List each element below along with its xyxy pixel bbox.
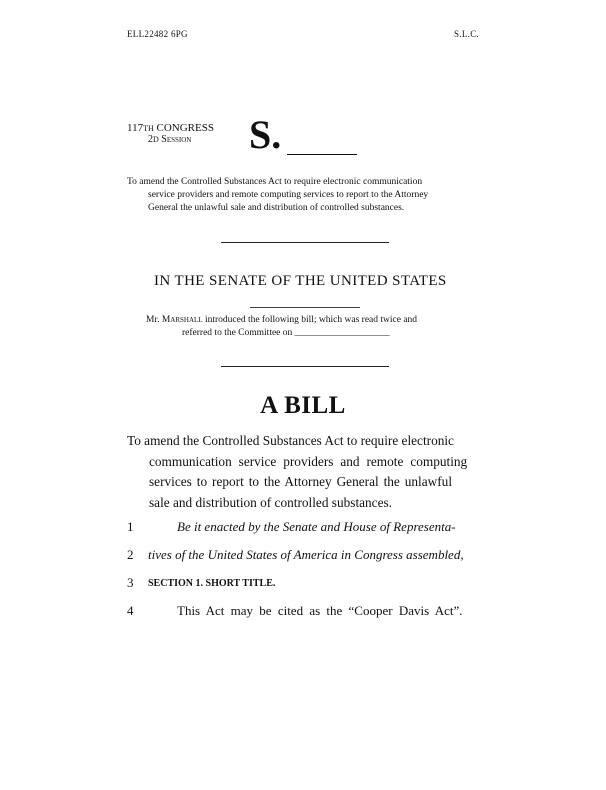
short-title-text: This Act may be cited as the “Cooper Davis Act”. [177,603,463,618]
section-heading: SECTION 1. SHORT TITLE. [148,578,276,589]
line-number: 3 [127,575,134,590]
enacting-clause-part-2: tives of the United States of America in Congress assembled, [148,547,464,562]
long-title [127,431,467,513]
office-code: S.L.C. [454,29,480,39]
chamber-heading: IN THE SENATE OF THE UNITED STATES [154,273,447,289]
sponsor-name: Marshall [161,315,203,325]
congress-suffix: TH [143,124,154,133]
short-description [127,176,428,215]
bill-designation: S. [249,112,282,157]
introduction-line-2 [182,327,390,340]
long-title-line-1: To amend the Controlled Substances Act to require electronic [127,433,454,448]
bill-number-blank [287,154,357,155]
short-description-line-2: service providers and remote computing services to report to the Attorney [148,190,429,200]
short-description-line-3: General the unlawful sale and distribution of controlled substances. [148,203,405,213]
introduction-line-1 [146,314,417,327]
session-number: 2 [148,134,153,145]
congress-label [127,122,214,134]
long-title-line-4: sale and distribution of controlled substances. [149,494,392,510]
line-number: 4 [127,603,134,618]
session-label [148,134,191,145]
committee-text: referred to the Committee on [182,328,293,338]
line-number: 2 [127,547,134,562]
divider-2 [221,366,389,367]
sponsor-prefix: Mr. [146,315,160,325]
line-number: 1 [127,519,134,534]
session-word: Session [161,134,192,145]
divider-short [250,307,360,308]
short-description-line-1: To amend the Controlled Substances Act to require electronic communication [127,177,423,187]
enacting-clause-part-1: Be it enacted by the Senate and House of Representa- [177,519,456,534]
long-title-line-3: services to report to the Attorney General the unlawful [149,474,453,489]
congress-number: 117 [127,122,144,134]
introduction-text: introduced the following bill; which was read twice and [204,315,418,325]
session-suffix: D [153,135,159,144]
congress-word: CONGRESS [156,122,214,134]
long-title-line-2: communication service providers and remote computing [149,453,468,469]
document-id: ELL22482 6PG [127,29,188,39]
bill-title: A BILL [260,392,346,419]
committee-blank: ____________________ [294,328,390,338]
divider-1 [221,242,389,243]
